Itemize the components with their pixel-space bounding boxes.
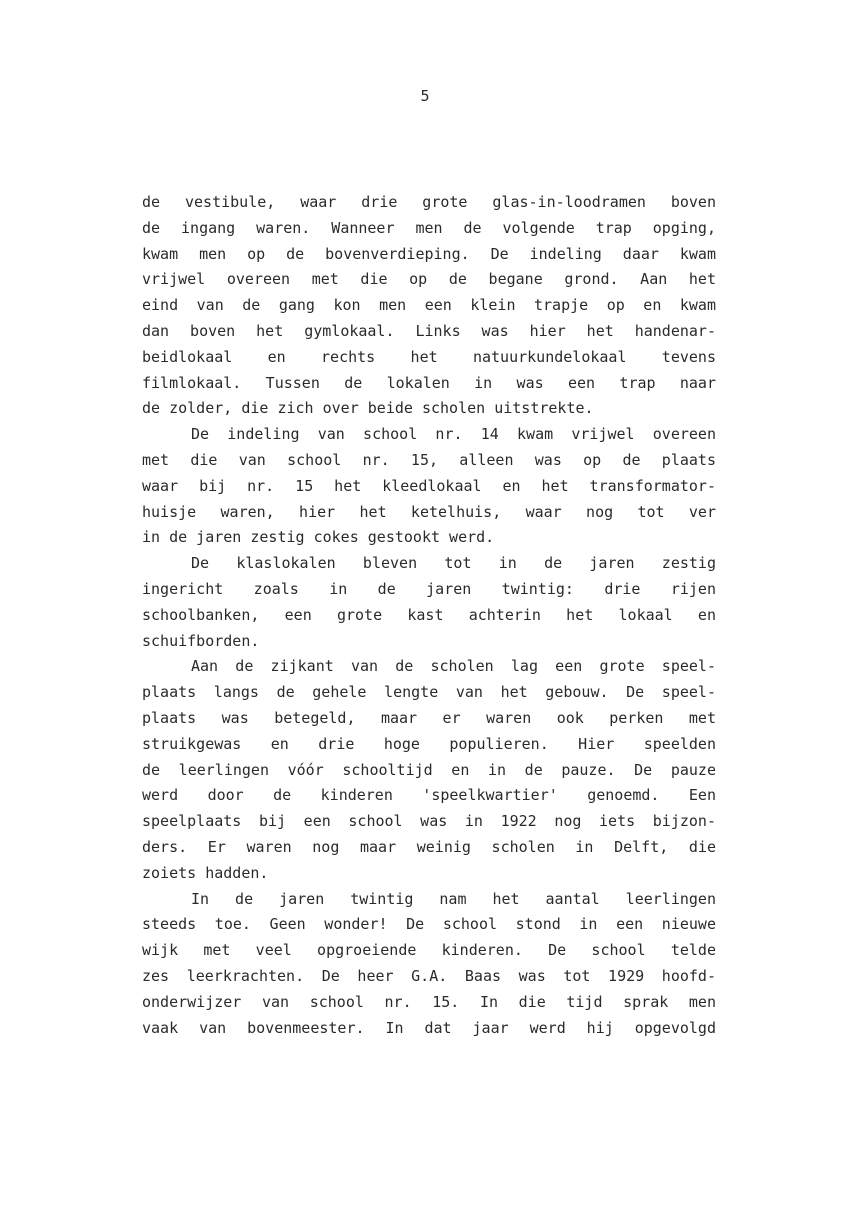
- text-line: onderwijzer van school nr. 15. In die tijd sprak men: [142, 992, 716, 1011]
- text-line: waar bij nr. 15 het kleedlokaal en het transformator-: [142, 476, 716, 495]
- text-line: ders. Er waren nog maar weinig scholen in Delft, die: [142, 837, 716, 856]
- text-line: vaak van bovenmeester. In dat jaar werd hij opgevolgd: [142, 1018, 716, 1037]
- text-line: werd door de kinderen 'speelkwartier' genoemd. Een: [142, 786, 716, 805]
- text-line: huisje waren, hier het ketelhuis, waar nog tot ver: [142, 502, 716, 521]
- text-line: plaats was betegeld, maar er waren ook perken met: [142, 708, 716, 727]
- text-line: schoolbanken, een grote kast achterin het lokaal en: [142, 605, 716, 624]
- text-line: De indeling van school nr. 14 kwam vrijwel overeen: [191, 425, 716, 444]
- text-line: de zolder, die zich over beide scholen uitstrekte.: [142, 399, 594, 418]
- text-line: dan boven het gymlokaal. Links was hier het handenar-: [142, 321, 716, 340]
- page-number: 5: [420, 87, 430, 105]
- text-line: speelplaats bij een school was in 1922 nog iets bijzon-: [142, 812, 716, 831]
- text-line: plaats langs de gehele lengte van het gebouw. De speel-: [142, 683, 716, 702]
- text-line: steeds toe. Geen wonder! De school stond in een nieuwe: [142, 915, 716, 934]
- text-line: de vestibule, waar drie grote glas-in-loodramen boven: [142, 193, 716, 211]
- text-line: de ingang waren. Wanneer men de volgende trap opging,: [142, 218, 716, 237]
- text-line: beidlokaal en rechts het natuurkundelokaal tevens: [142, 347, 716, 366]
- text-line: kwam men op de bovenverdieping. De indeling daar kwam: [142, 244, 716, 263]
- text-line: met die van school nr. 15, alleen was op de plaats: [142, 450, 716, 469]
- text-line: filmlokaal. Tussen de lokalen in was een trap naar: [142, 373, 716, 392]
- text-line: In de jaren twintig nam het aantal leerlingen: [191, 889, 716, 908]
- text-line: de leerlingen vóór schooltijd en in de pauze. De pauze: [142, 760, 716, 779]
- text-line: vrijwel overeen met die op de begane grond. Aan het: [142, 270, 716, 289]
- text-line: ingericht zoals in de jaren twintig: drie rijen: [142, 579, 716, 598]
- text-line: wijk met veel opgroeiende kinderen. De school telde: [142, 941, 716, 960]
- text-line: in de jaren zestig cokes gestookt werd.: [142, 528, 495, 547]
- text-line: Aan de zijkant van de scholen lag een grote speel-: [191, 657, 716, 676]
- text-line: schuifborden.: [142, 631, 260, 650]
- text-line: De klaslokalen bleven tot in de jaren zestig: [191, 554, 716, 573]
- text-line: zes leerkrachten. De heer G.A. Baas was tot 1929 hoofd-: [142, 966, 716, 985]
- body-text: [142, 190, 716, 1041]
- text-line: struikgewas en drie hoge populieren. Hier speelden: [142, 734, 716, 753]
- text-line: eind van de gang kon men een klein trapje op en kwam: [142, 296, 716, 315]
- text-line: zoiets hadden.: [142, 863, 269, 882]
